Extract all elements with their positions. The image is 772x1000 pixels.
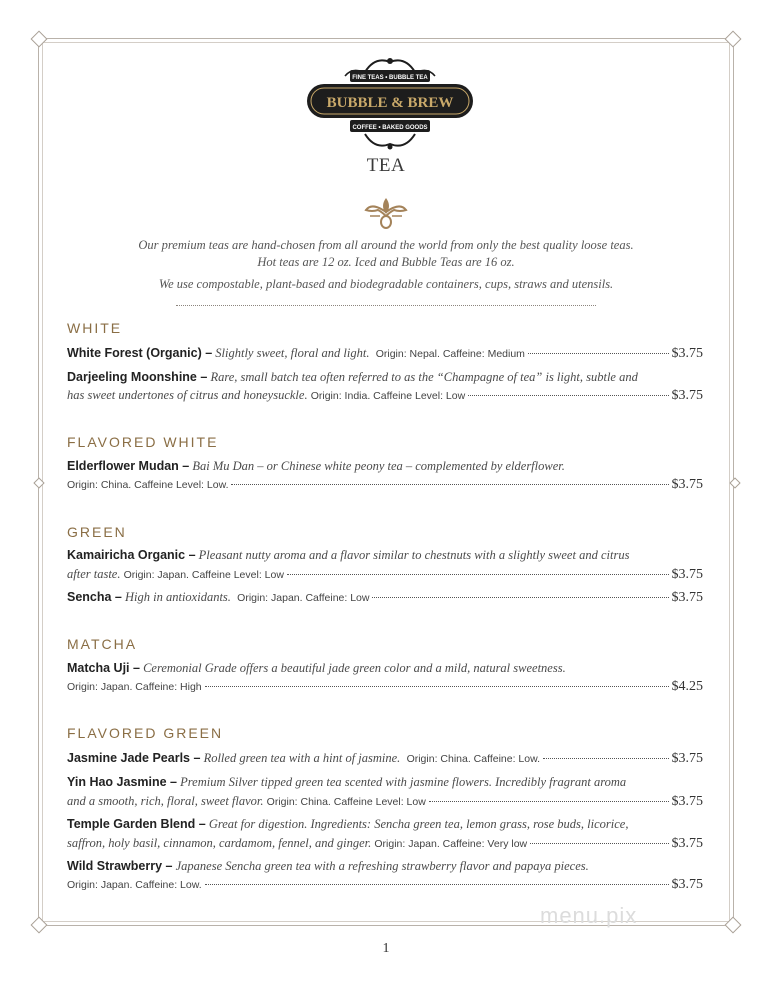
menu-item-elderflower-mudan xyxy=(67,458,703,474)
item-description-cont: has sweet undertones of citrus and honeysuckle. xyxy=(67,388,308,402)
menu-item-jasmine-jade-pearls xyxy=(67,750,703,767)
menu-item-yin-hao-jasmine-cont xyxy=(67,793,703,810)
page-number: 1 xyxy=(382,941,390,956)
item-meta: Origin: Japan. Caffeine: High xyxy=(67,681,202,693)
item-meta: Origin: China. Caffeine Level: Low. xyxy=(67,479,229,491)
menu-item-yin-hao-jasmine xyxy=(67,774,703,790)
item-meta: Origin: Japan. Caffeine: Low. xyxy=(67,879,202,891)
item-name: Darjeeling Moonshine – xyxy=(67,370,208,384)
dotted-divider xyxy=(176,305,596,306)
item-description: Bai Mu Dan – or Chinese white peony tea – complemented by elderflower. xyxy=(192,459,565,473)
item-description: Slightly sweet, floral and light. xyxy=(215,346,370,360)
leader-dots xyxy=(429,801,669,802)
leader-dots xyxy=(468,395,668,396)
item-name: Sencha – xyxy=(67,590,122,604)
leader-dots xyxy=(205,884,669,885)
item-name: Matcha Uji – xyxy=(67,661,140,675)
item-name: Temple Garden Blend – xyxy=(67,817,206,831)
item-name: Jasmine Jade Pearls – xyxy=(67,751,201,765)
leader-dots xyxy=(530,843,668,844)
item-price: $3.75 xyxy=(671,836,703,851)
menu-item-temple-garden-blend-cont xyxy=(67,835,703,852)
menu-item-sencha xyxy=(67,589,703,606)
item-description: Rare, small batch tea often referred to as the “Champagne of tea” is light, subtle and xyxy=(210,370,638,384)
item-meta: Origin: Japan. Caffeine: Very low xyxy=(374,838,528,850)
page-title: TEA xyxy=(366,155,406,176)
item-name: Yin Hao Jasmine – xyxy=(67,775,177,789)
item-price: $3.75 xyxy=(671,590,703,605)
menu-item-wild-strawberry-cont xyxy=(67,877,703,893)
section-title-matcha: MATCHA xyxy=(67,636,138,652)
menu-item-darjeeling-moonshine-cont xyxy=(67,387,703,404)
section-title-green: GREEN xyxy=(67,524,127,540)
item-price: $3.75 xyxy=(671,388,703,403)
menu-item-matcha-uji xyxy=(67,660,703,676)
item-description: Premium Silver tipped green tea scented with jasmine flowers. Incredibly fragrant aroma xyxy=(180,775,627,789)
item-price: $3.75 xyxy=(671,877,703,892)
logo-bottom-text: COFFEE • BAKED GOODS xyxy=(352,125,428,131)
watermark: menu.pix xyxy=(540,903,638,928)
item-meta: Origin: Japan. Caffeine: Low xyxy=(237,592,370,604)
item-description: Pleasant nutty aroma and a flavor similar to chestnuts with a slightly sweet and citrus xyxy=(198,548,630,562)
item-name: Wild Strawberry – xyxy=(67,859,173,873)
item-description: Japanese Sencha green tea with a refreshing strawberry flavor and papaya pieces. xyxy=(175,859,589,873)
item-meta: Origin: China. Caffeine: Low. xyxy=(406,753,541,765)
item-meta: Origin: India. Caffeine Level: Low xyxy=(310,390,466,402)
menu-item-darjeeling-moonshine xyxy=(67,369,703,385)
menu-item-kamairicha-organic xyxy=(67,547,703,563)
item-description: High in antioxidants. xyxy=(125,590,231,604)
item-meta: Origin: China. Caffeine Level: Low xyxy=(266,796,426,808)
section-title-white: WHITE xyxy=(67,320,123,336)
bubble-and-brew-logo xyxy=(305,52,475,157)
item-description: Ceremonial Grade offers a beautiful jade green color and a mild, natural sweetness. xyxy=(143,661,566,675)
item-name: White Forest (Organic) – xyxy=(67,346,213,360)
item-price: $3.75 xyxy=(671,567,703,582)
item-description: Great for digestion. Ingredients: Sencha green tea, lemon grass, rose buds, licorice, xyxy=(208,817,629,831)
logo-main-text: BUBBLE & BREW xyxy=(326,95,454,111)
item-description: Rolled green tea with a hint of jasmine. xyxy=(203,751,401,765)
item-name: Kamairicha Organic – xyxy=(67,548,196,562)
menu-item-matcha-uji-cont xyxy=(67,679,703,695)
leader-dots xyxy=(543,758,668,759)
leader-dots xyxy=(528,353,669,354)
menu-item-kamairicha-organic-cont xyxy=(67,566,703,583)
leader-dots xyxy=(372,597,668,598)
item-description-cont: after taste. xyxy=(67,567,121,581)
menu-item-elderflower-mudan-cont xyxy=(67,477,703,493)
item-price: $4.25 xyxy=(671,679,703,694)
leader-dots xyxy=(231,484,668,485)
item-price: $3.75 xyxy=(671,751,703,766)
section-title-flavored-white: FLAVORED WHITE xyxy=(67,434,219,450)
item-meta: Origin: Nepal. Caffeine: Medium xyxy=(375,348,525,360)
item-description-cont: and a smooth, rich, floral, sweet flavor. xyxy=(67,794,264,808)
item-price: $3.75 xyxy=(671,477,703,492)
intro-line-2: Hot teas are 12 oz. Iced and Bubble Teas are 16 oz. xyxy=(257,255,515,269)
intro-line-3: We use compostable, plant-based and biodegradable containers, cups, straws and utensils. xyxy=(158,277,614,291)
section-title-flavored-green: FLAVORED GREEN xyxy=(67,725,224,741)
item-meta: Origin: Japan. Caffeine Level: Low xyxy=(123,569,284,581)
leader-dots xyxy=(287,574,669,575)
item-description-cont: saffron, holy basil, cinnamon, cardamom, fennel, and ginger. xyxy=(67,836,372,850)
menu-item-white-forest xyxy=(67,345,703,362)
item-name: Elderflower Mudan – xyxy=(67,459,190,473)
item-price: $3.75 xyxy=(671,346,703,361)
leader-dots xyxy=(205,686,669,687)
menu-item-wild-strawberry xyxy=(67,858,703,874)
item-price: $3.75 xyxy=(671,794,703,809)
logo-top-text: FINE TEAS • BUBBLE TEA xyxy=(352,75,428,81)
intro-line-1: Our premium teas are hand-chosen from all around the world from only the best quality loose teas. xyxy=(138,238,634,252)
flourish-ornament-icon xyxy=(362,192,410,232)
menu-item-temple-garden-blend xyxy=(67,816,703,832)
